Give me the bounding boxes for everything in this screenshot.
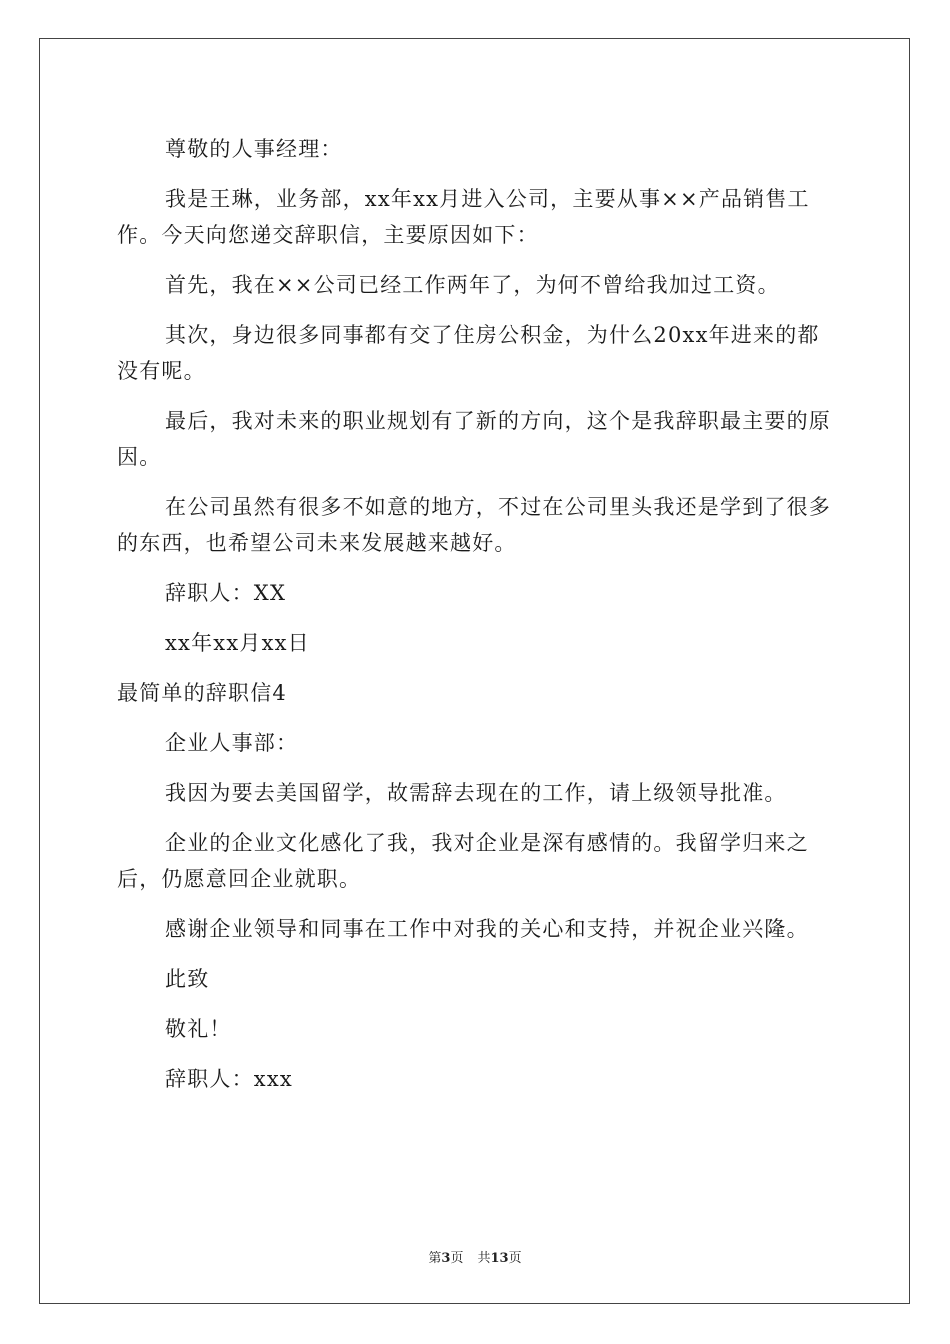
letter2-greeting: 企业人事部： bbox=[165, 731, 299, 755]
letter1-date: xx年xx月xx日 bbox=[165, 631, 310, 655]
letter1-paragraph-closing: 在公司虽然有很多不如意的地方，不过在公司里头我还是学到了很多的东西，也希望公司未来发展越来越好。 bbox=[117, 495, 831, 555]
letter1-paragraph-second: 其次，身边很多同事都有交了住房公积金，为什么20xx年进来的都没有呢。 bbox=[117, 323, 820, 383]
page-total: 13 bbox=[490, 1251, 509, 1266]
letter1-paragraph-intro: 我是王琳，业务部，xx年xx月进入公司，主要从事××产品销售工作。今天向您递交辞职信，主要原因如下： bbox=[117, 187, 810, 247]
letter2-closing-2: 敬礼！ bbox=[165, 1017, 232, 1041]
total-suffix: 页 bbox=[508, 1251, 522, 1266]
letter1-signer: 辞职人：XX bbox=[165, 581, 287, 605]
letter1-paragraph-first: 首先，我在××公司已经工作两年了，为何不曾给我加过工资。 bbox=[165, 273, 780, 297]
section-title: 最简单的辞职信4 bbox=[117, 681, 287, 705]
letter1-paragraph-last: 最后，我对未来的职业规划有了新的方向，这个是我辞职最主要的原因。 bbox=[117, 409, 831, 469]
page-suffix: 页 bbox=[450, 1251, 464, 1266]
letter2-paragraph-thanks: 感谢企业领导和同事在工作中对我的关心和支持，并祝企业兴隆。 bbox=[165, 917, 809, 941]
page-footer bbox=[0, 1247, 950, 1266]
total-prefix: 共 bbox=[477, 1251, 491, 1266]
document-body bbox=[117, 131, 837, 1111]
page-current: 3 bbox=[441, 1251, 451, 1266]
letter1-greeting: 尊敬的人事经理： bbox=[165, 137, 343, 161]
letter2-signer: 辞职人：xxx bbox=[165, 1067, 293, 1091]
letter2-closing-1: 此致 bbox=[165, 967, 210, 991]
letter2-paragraph-feeling: 企业的企业文化感化了我，我对企业是深有感情的。我留学归来之后，仍愿意回企业就职。 bbox=[117, 831, 809, 891]
letter2-paragraph-intro: 我因为要去美国留学，故需辞去现在的工作，请上级领导批准。 bbox=[165, 781, 787, 805]
page-prefix: 第 bbox=[428, 1251, 442, 1266]
